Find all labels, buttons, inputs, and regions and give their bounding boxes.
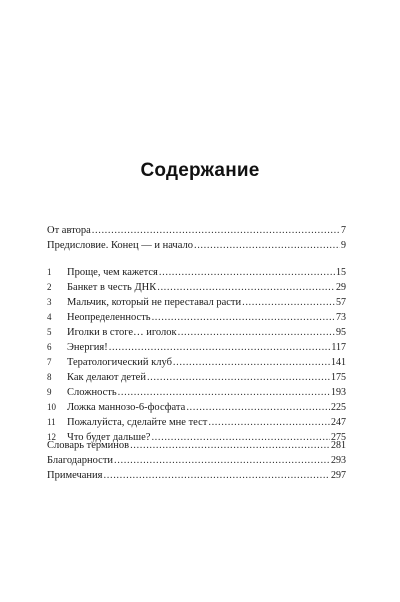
toc-chapter-entry (47, 385, 346, 400)
chapter-title: Сложность (67, 387, 117, 398)
chapter-page: 193 (331, 387, 346, 398)
dot-leader (109, 340, 331, 355)
toc-entry-title: Словарь терминов (47, 440, 130, 451)
dot-leader (104, 468, 330, 483)
chapter-title: Тератологический клуб (67, 357, 172, 368)
chapter-number: 1 (47, 267, 52, 277)
dot-leader (194, 238, 340, 253)
dot-leader (186, 400, 330, 415)
dot-leader (114, 453, 330, 468)
dot-leader (159, 265, 335, 280)
chapter-number: 11 (47, 417, 56, 427)
chapter-number: 4 (47, 312, 52, 322)
dot-leader (242, 295, 335, 310)
chapter-page: 73 (336, 312, 346, 323)
chapter-title: Как делают детей (67, 372, 146, 383)
dot-leader (157, 280, 335, 295)
toc-front-matter (47, 223, 346, 253)
chapter-title: Неопределенность (67, 312, 151, 323)
chapter-title: Ложка маннозо-6-фосфата (67, 402, 186, 413)
toc-chapter-entry (47, 265, 346, 280)
toc-entry-page: 293 (331, 455, 346, 466)
chapter-title: Мальчик, который не переставал расти (67, 297, 242, 308)
dot-leader (118, 385, 330, 400)
chapter-number: 5 (47, 327, 52, 337)
chapter-title: Энергия! (67, 342, 108, 353)
toc-entry-title: Предисловие. Конец — и начало (47, 240, 193, 251)
chapter-page: 117 (331, 342, 346, 353)
toc-entry-title: Благодарности (47, 455, 114, 466)
toc-chapter-entry (47, 415, 346, 430)
chapter-page: 247 (331, 417, 346, 428)
chapter-number: 2 (47, 282, 52, 292)
dot-leader (92, 223, 340, 238)
toc-back-matter (47, 438, 346, 483)
chapter-title: Что будет дальше? (67, 432, 151, 443)
chapter-title: Иголки в стоге… иголок (67, 327, 177, 338)
dot-leader (178, 325, 335, 340)
chapter-number: 3 (47, 297, 52, 307)
toc-entry-preface (47, 238, 346, 253)
page-title: Содержание (140, 160, 260, 181)
chapter-number: 6 (47, 342, 52, 352)
chapter-page: 275 (331, 432, 346, 443)
toc-chapter-entry (47, 310, 346, 325)
toc-entry-foreword (47, 223, 346, 238)
toc-chapters (47, 265, 346, 445)
toc-chapter-entry (47, 355, 346, 370)
toc-chapter-entry (47, 295, 346, 310)
chapter-page: 29 (336, 282, 346, 293)
toc-chapter-entry (47, 325, 346, 340)
chapter-number: 8 (47, 372, 52, 382)
chapter-page: 175 (331, 372, 346, 383)
chapter-number: 10 (47, 402, 56, 412)
toc-entry-acknowledgements (47, 453, 346, 468)
chapter-page: 141 (331, 357, 346, 368)
toc-entry-page: 7 (341, 225, 346, 236)
chapter-number: 12 (47, 432, 56, 442)
toc-entry-page: 297 (331, 470, 346, 481)
dot-leader (147, 370, 330, 385)
chapter-page: 95 (336, 327, 346, 338)
toc-entry-notes (47, 468, 346, 483)
toc-entry-title: От автора (47, 225, 91, 236)
dot-leader (208, 415, 330, 430)
toc-entry-glossary (47, 438, 346, 453)
chapter-page: 57 (336, 297, 346, 308)
chapter-title: Проще, чем кажется (67, 267, 158, 278)
toc-chapter-entry (47, 340, 346, 355)
toc-chapter-entry (47, 400, 346, 415)
toc-entry-page: 281 (331, 440, 346, 451)
dot-leader (152, 310, 335, 325)
chapter-number: 9 (47, 387, 52, 397)
chapter-title: Банкет в честь ДНК (67, 282, 157, 293)
dot-leader (173, 355, 330, 370)
chapter-page: 15 (336, 267, 346, 278)
dot-leader (130, 438, 330, 453)
chapter-title: Пожалуйста, сделайте мне тест (67, 417, 208, 428)
chapter-number: 7 (47, 357, 52, 367)
toc-chapter-entry (47, 370, 346, 385)
toc-entry-title: Примечания (47, 470, 103, 481)
chapter-page: 225 (331, 402, 346, 413)
toc-entry-page: 9 (341, 240, 346, 251)
toc-chapter-entry (47, 280, 346, 295)
